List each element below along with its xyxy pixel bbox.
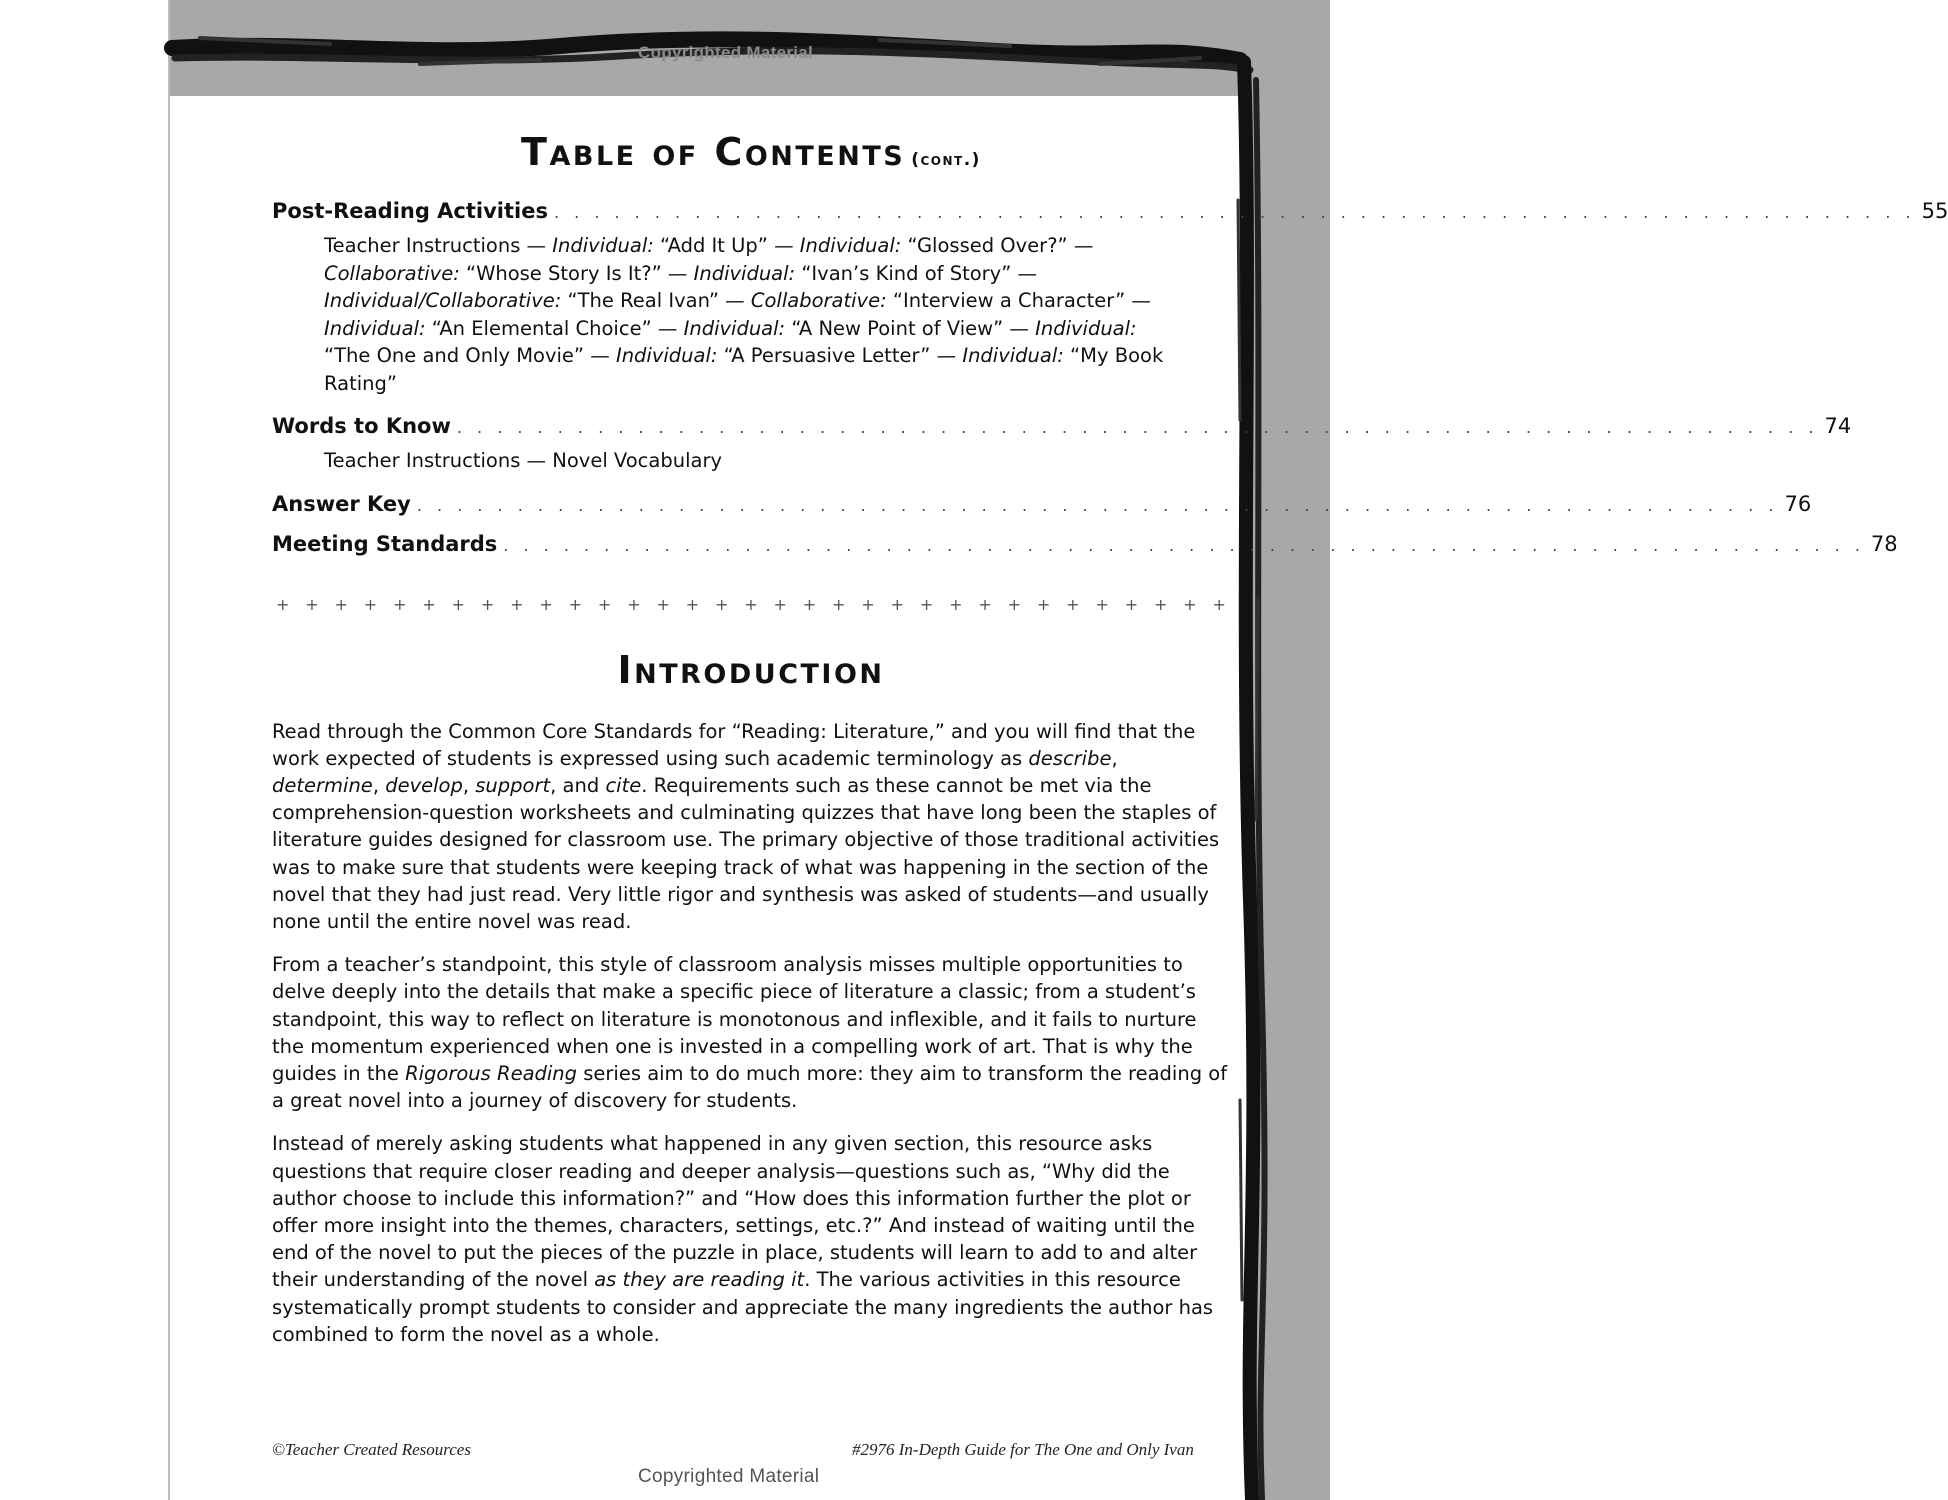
text-run: “The Real Ivan” —: [561, 289, 751, 312]
toc-leader-dots: . . . . . . . . . . . . . . . . . . . . . . . . . . . . . . . . . . . . . . . . . . . . . . . . . . . . . . . . . . . . . . . . . . . .: [416, 495, 1779, 515]
italic-text-run: Individual:: [962, 344, 1064, 367]
italic-text-run: describe: [1028, 746, 1112, 770]
table-of-contents: [272, 198, 1948, 559]
intro-paragraph: [272, 1130, 1230, 1348]
italic-text-run: Collaborative:: [324, 261, 460, 285]
toc-subentries-words-to-know: Teacher Instructions — Novel Vocabulary: [324, 449, 723, 472]
italic-text-run: Collaborative:: [750, 289, 887, 312]
intro-paragraph: [272, 718, 1230, 936]
toc-entry-label: Words to Know: [272, 414, 451, 438]
text-run: Teacher Instructions —: [324, 234, 553, 257]
text-run: “A Persuasive Letter” —: [717, 344, 963, 367]
text-run: “Ivan’s Kind of Story” —: [795, 261, 1038, 285]
italic-text-run: Individual:: [324, 316, 426, 340]
toc-title-suffix: (cont.): [911, 150, 981, 170]
text-run: “Add It Up” —: [653, 234, 800, 257]
toc-entry-label: Answer Key: [272, 491, 411, 516]
toc-title-text: Table of Contents: [521, 130, 906, 174]
text-run: ,: [372, 773, 386, 797]
italic-text-run: develop: [385, 773, 463, 797]
text-run: Read through the Common Core Standards for “Reading: Literature,” and you will find that the work expected of students is expressed using such academic terminology as: [272, 719, 1196, 770]
italic-text-run: Individual:: [1035, 316, 1137, 340]
text-run: “My Book Rating”: [324, 344, 1164, 395]
footer-publisher: ©Teacher Created Resources: [272, 1440, 471, 1459]
toc-entry-words-to-know[interactable]: [272, 413, 1852, 441]
italic-text-run: as they are reading it: [594, 1268, 805, 1292]
text-run: ,: [462, 773, 476, 797]
text-run: “Whose Story Is It?” —: [459, 261, 694, 285]
italic-text-run: Rigorous Reading: [405, 1061, 578, 1085]
text-run: “Interview a Character” —: [886, 289, 1151, 312]
italic-text-run: support: [475, 773, 551, 797]
text-run: ,: [1111, 746, 1118, 770]
text-run: “An Elemental Choice” —: [425, 316, 684, 340]
introduction-title: Introduction: [617, 647, 885, 692]
text-run: . The various activities in this resource systematically prompt students to consider and appreciate the many ingredients the author has combined to form the novel as a whole.: [272, 1268, 1214, 1346]
watermark-bottom: Copyrighted Material: [638, 1466, 820, 1487]
italic-text-run: Individual/Collaborative:: [324, 289, 562, 312]
toc-entry-post-reading[interactable]: [272, 198, 1948, 226]
toc-entry-answer-key[interactable]: [272, 491, 1812, 519]
toc-subentries-post-reading: [272, 232, 1164, 397]
italic-text-run: Individual:: [683, 316, 786, 340]
introduction-body: [272, 718, 1230, 1348]
page-content: [272, 130, 1948, 1364]
plus-divider: + + + + + + + + + + + + + + + + + + + + + + + + + + + + + + + + +: [276, 594, 1226, 614]
toc-entry-meeting-standards[interactable]: [272, 531, 1898, 559]
italic-text-run: Individual:: [615, 344, 718, 367]
toc-page-number: 78: [1870, 531, 1898, 556]
intro-paragraph: [272, 951, 1230, 1114]
italic-text-run: Individual:: [552, 234, 654, 257]
italic-text-run: cite: [605, 773, 642, 797]
toc-page-number: 76: [1784, 491, 1812, 516]
text-run: , and: [550, 773, 606, 797]
text-run: “Glossed Over?” —: [901, 234, 1094, 257]
text-run: From a teacher’s standpoint, this style of classroom analysis misses multiple opportunities to delve deeply into the details that make a specific piece of literature a classic; from a student’s standpoint, this way to reflect on literature is monotonous and inflexible, and it fails to nurture the momentum experienced when one is invested in a compelling work of art. That is why the guides in the: [272, 953, 1197, 1085]
footer-book-title: #2976 In-Depth Guide for The One and Only Ivan: [852, 1440, 1194, 1459]
watermark-top: Copyrighted Material: [638, 43, 814, 62]
text-run: series aim to do much more: they aim to transform the reading of a great novel into a journey of discovery for students.: [272, 1061, 1228, 1113]
toc-entry-label: Meeting Standards: [272, 531, 498, 556]
italic-text-run: determine: [272, 773, 373, 797]
toc-leader-dots: . . . . . . . . . . . . . . . . . . . . . . . . . . . . . . . . . . . . . . . . . . . . . . . . . . . . . . . . . . . . . . . . . . . .: [503, 535, 1865, 555]
toc-page-number: 55: [1921, 199, 1948, 223]
text-run: Instead of merely asking students what happened in any given section, this resource asks questions that require closer reading and deeper analysis—questions such as, “Why did the author choose to include this information?” and “How does this information further the plot or offer more insight into the themes, characters, settings, etc.?” And instead of waiting until the end of the novel to put the pieces of the puzzle in place, students will learn to add to and alter their understanding of the novel: [272, 1132, 1198, 1292]
text-run: . Requirements such as these cannot be met via the comprehension-question worksheets and culminating quizzes that have long been the staples of literature guides designed for classroom use. The primary objective of those traditional activities was to make sure that students were keeping track of what was happening in the section of the novel that they had just read. Very little rigor and synthesis was asked of students—and usually none until the entire novel was read.: [272, 773, 1220, 933]
italic-text-run: Individual:: [693, 261, 796, 285]
text-run: “A New Point of View” —: [785, 316, 1036, 340]
toc-page-number: 74: [1824, 414, 1852, 438]
toc-leader-dots: . . . . . . . . . . . . . . . . . . . . . . . . . . . . . . . . . . . . . . . . . . . . . . . . . . . . . . . . . . . . . . . . . . . .: [553, 203, 1916, 222]
toc-title: [272, 130, 1230, 174]
italic-text-run: Individual:: [799, 234, 902, 257]
text-run: “The One and Only Movie” —: [324, 344, 616, 367]
toc-entry-label: Post-Reading Activities: [272, 199, 548, 223]
toc-leader-dots: . . . . . . . . . . . . . . . . . . . . . . . . . . . . . . . . . . . . . . . . . . . . . . . . . . . . . . . . . . . . . . . . . . . .: [456, 418, 1819, 437]
